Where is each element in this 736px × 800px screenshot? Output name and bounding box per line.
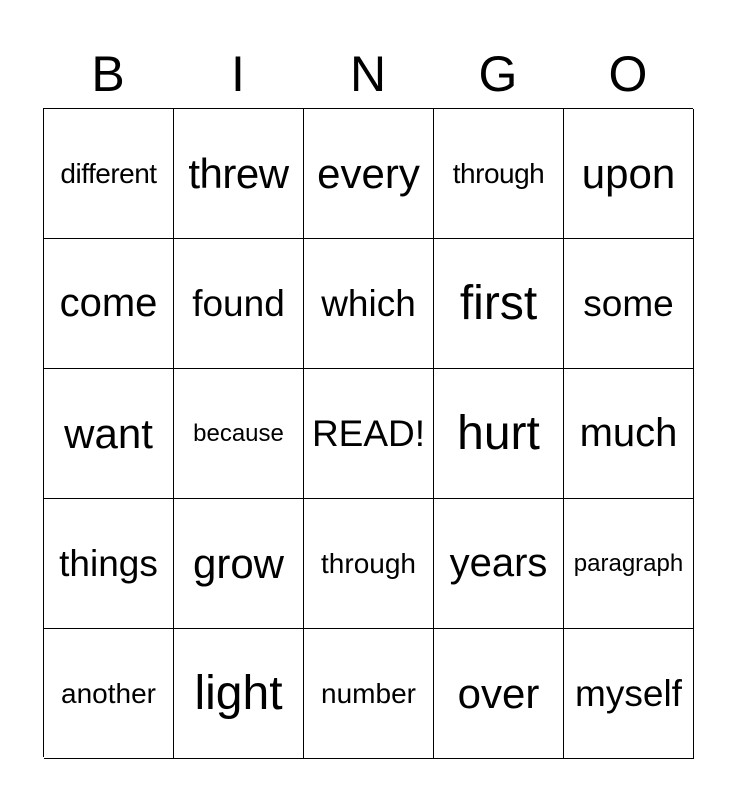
bingo-cell[interactable]: through [304, 499, 434, 629]
bingo-board [43, 108, 693, 757]
bingo-cell[interactable]: number [304, 629, 434, 759]
bingo-cell[interactable]: another [44, 629, 174, 759]
bingo-cell[interactable]: some [564, 239, 694, 369]
header-letter-i: I [231, 46, 245, 102]
bingo-cell[interactable]: light [174, 629, 304, 759]
bingo-cell[interactable]: want [44, 369, 174, 499]
bingo-cell[interactable]: found [174, 239, 304, 369]
bingo-cell[interactable]: years [434, 499, 564, 629]
bingo-cell[interactable]: first [434, 239, 564, 369]
bingo-cell[interactable]: every [304, 109, 434, 239]
bingo-cell[interactable]: over [434, 629, 564, 759]
bingo-cell[interactable]: READ! [304, 369, 434, 499]
header-letter-g: G [478, 46, 518, 102]
bingo-cell[interactable]: things [44, 499, 174, 629]
bingo-cell[interactable]: paragraph [564, 499, 694, 629]
bingo-cell[interactable]: which [304, 239, 434, 369]
header-letter-b: B [91, 46, 125, 102]
bingo-cell[interactable]: come [44, 239, 174, 369]
bingo-cell[interactable]: different [44, 109, 174, 239]
bingo-cell[interactable]: through [434, 109, 564, 239]
bingo-cell[interactable]: much [564, 369, 694, 499]
header-letter-o: O [608, 46, 648, 102]
bingo-cell[interactable]: threw [174, 109, 304, 239]
bingo-cell[interactable]: upon [564, 109, 694, 239]
bingo-cell[interactable]: hurt [434, 369, 564, 499]
header-letter-n: N [349, 46, 387, 102]
bingo-cell[interactable]: myself [564, 629, 694, 759]
bingo-cell[interactable]: because [174, 369, 304, 499]
bingo-header [43, 40, 693, 108]
bingo-cell[interactable]: grow [174, 499, 304, 629]
